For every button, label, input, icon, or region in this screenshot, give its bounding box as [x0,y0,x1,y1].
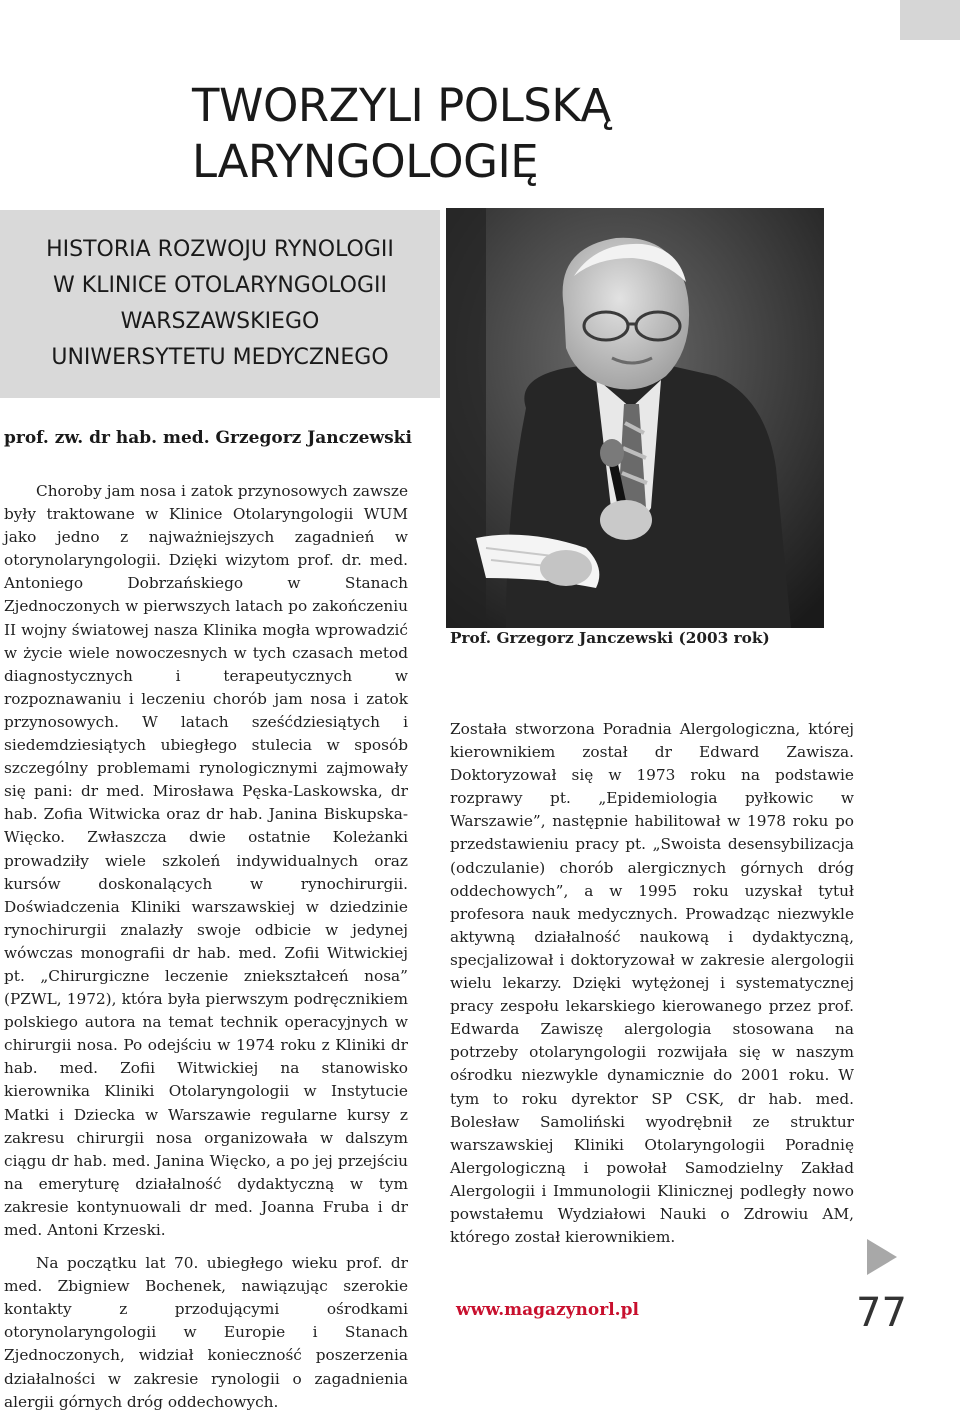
subtitle-line-2: W KLINICE OTOLARYNGOLOGII [53,273,387,298]
corner-bar [900,0,960,40]
body-paragraph-1: Choroby jam nosa i zatok przynosowych zawsze były traktowane w Klinice Otolaryngologii WUM jako jedno z najważniejszych zagadnień w otorynolaryngologii. Dzięki wizytom prof. dr. med. Antoniego Dobrzańskiego w Stanach Zjednoczonych w pierwszych latach po zakończeniu II wojny światowej nasza Klinika mogła wprowadzić w życie wiele nowoczesnych w tych czasach metod diagnostycznych i terapeutycznych w rozpoznawaniu i leczeniu chorób jam nosa i zatok przynosowych. W latach sześćdziesiątych i siedemdziesiątych ubiegłego stulecia w sposób szczególny problemami rynologicznymi zajmowały się pani: dr med. Mirosława Pęska-Laskowska, dr hab. Zofia Witwicka oraz dr hab. Janina Biskupska-Więcko. Zwłaszcza dwie ostatnie Koleżanki prowadziły wiele szkoleń indywidualnych oraz kursów doskonalących w rynochirurgii. Doświadczenia Kliniki warszawskiej w dziedzinie rynochirurgii znalazły swoje odbicie w jedynej wówczas monografii dr hab. med. Zofii Witwickiej pt. „Chirurgiczne leczenie zniekształceń nosa” (PZWL, 1972), która była pierwszym podręcznikiem polskiego autora na temat technik operacyjnych w chirurgii nosa. Po odejściu w 1974 roku z Kliniki dr hab. med. Zofii Witwickiej na stanowisko kierownika Kliniki Otolaryngologii w Instytucie Matki i Dziecka w Warszawie regularne kursy z zakresu chirurgii nosa organizowała w dalszym ciągu dr hab. med. Janina Więcko, a po jej przejściu na emeryturę działalność dydaktyczną w tym zakresie kontynuowali dr med. Joanna Fruba i dr med. Antoni Krzeski. [4,482,408,1239]
subtitle-line-3: WARSZAWSKIEGO [120,309,320,334]
body-paragraph-2: Na początku lat 70. ubiegłego wieku prof. dr med. Zbigniew Bochenek, nawiązując szerokie kontakty z przodującymi ośrodkami otorynolaryngologii w Europie i Stanach Zjednoczonych, widział konieczność poszerzenia działalności w zakresie rynologii o zagadnienia alergii górnych dróg oddechowych. [4,1254,408,1411]
subtitle-line-1: HISTORIA ROZWOJU RYNOLOGII [46,237,394,262]
photo-caption: Prof. Grzegorz Janczewski (2003 rok) [450,629,770,647]
page-number: 77 [856,1290,907,1336]
portrait-illustration [446,208,824,628]
portrait-photo [446,208,824,628]
subtitle-line-4: UNIWERSYTETU MEDYCZNEGO [51,345,389,370]
article-author: prof. zw. dr hab. med. Grzegorz Janczewski [4,428,412,448]
continue-arrow-icon [867,1239,897,1275]
body-column-left [4,480,408,1414]
subtitle-box [0,210,440,398]
body-column-right [450,718,854,1249]
body-paragraph-3: Została stworzona Poradnia Alergologiczna, której kierownikiem został dr Edward Zawisza. Doktoryzował się w 1973 roku na podstawie rozprawy pt. „Epidemiologia pyłkowic w Warszawie”, następnie habilitował w 1978 roku po przedstawieniu pracy pt. „Swoista desensybilizacja (odczulanie) chorób alergicznych górnych dróg oddechowych”, a w 1995 roku uzyskał tytuł profesora nauk medycznych. Prowadząc niezwykle aktywną działalność naukową i dydaktyczną, specjalizował i doktoryzował w zakresie alergologii wielu lekarzy. Dzięki wytężonej i systematycznej pracy zespołu lekarskiego kierowanego przez prof. Edwarda Zawiszę alergologia stosowana na potrzeby otolaryngologii rozwijała się w naszym ośrodku niezwykle dynamicznie do 2001 roku. W tym to roku dyrektor SP CSK, dr hab. med. Bolesław Samoliński wyodrębnił ze struktur warszawskiej Kliniki Otolaryngologii Poradnię Alergologiczną i powołał Samodzielny Zakład Alergologii i Immunologii Klinicznej podległy nowo powstałemu Wydziałowi Nauki o Zdrowiu AM, którego został kierownikiem. [450,720,854,1247]
article-subtitle [0,232,440,376]
article-title: TWORZYLI POLSKĄ LARYNGOLOGIĘ [192,79,611,188]
footer-url[interactable]: www.magazynorl.pl [456,1300,639,1320]
